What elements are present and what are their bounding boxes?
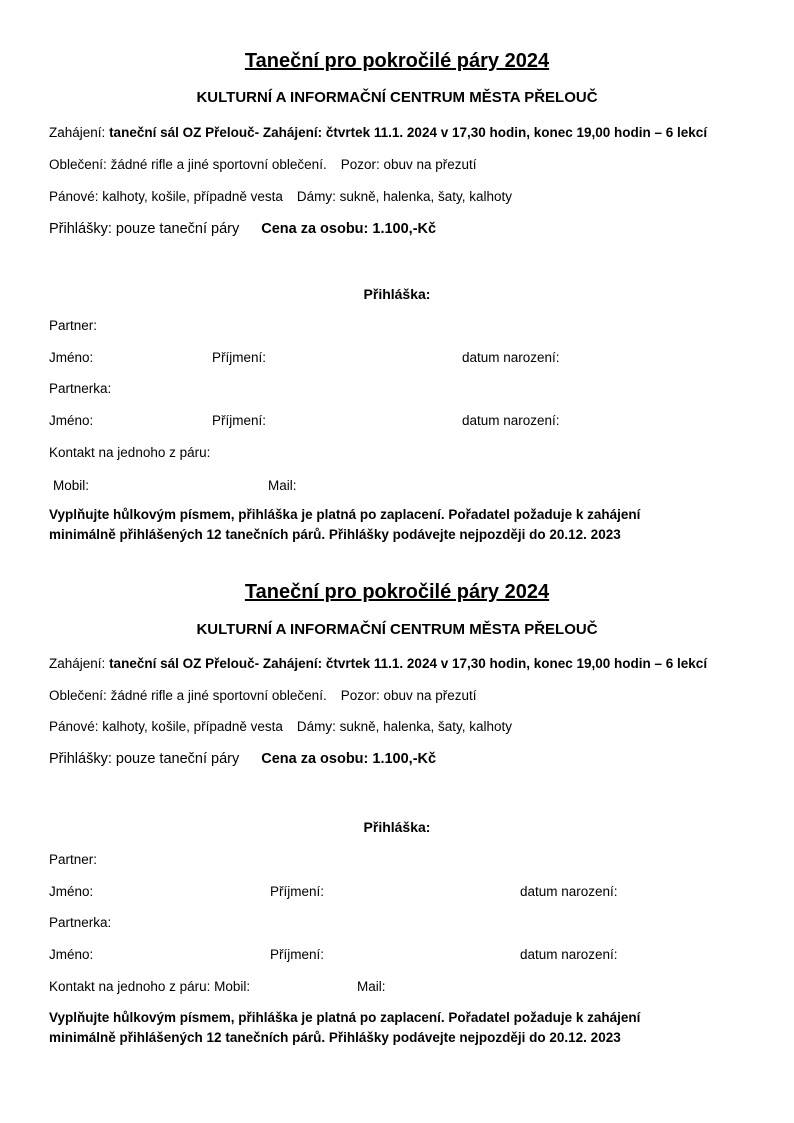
partner2-surname-label: Příjmení: — [270, 947, 325, 962]
shoes-note: Pozor: obuv na přezutí — [340, 157, 477, 172]
partner-label: Partner: — [49, 852, 98, 867]
men-attire: Pánové: kalhoty, košile, případně vesta — [49, 719, 283, 734]
attire-line — [49, 719, 512, 734]
women-attire: Dámy: sukně, halenka, šaty, kalhoty — [296, 189, 512, 204]
price-text: Cena za osobu: 1.100,-Kč — [261, 751, 437, 767]
note-line-2: minimálně přihlášených 12 tanečních párů. Přihlášky podávejte nejpozději do 20.12. 2023 — [49, 527, 621, 542]
shoes-note: Pozor: obuv na přezutí — [340, 688, 477, 703]
start-label: Zahájení: — [49, 656, 106, 671]
registration-note — [49, 505, 640, 545]
signup-line — [49, 221, 436, 237]
men-attire: Pánové: kalhoty, košile, případně vesta — [49, 189, 283, 204]
partner2-first-name-label: Jméno: — [49, 413, 94, 428]
start-line — [49, 656, 707, 671]
dress-label: Oblečení: — [49, 688, 107, 703]
mail-label: Mail: — [268, 478, 297, 493]
contact-label: Kontakt na jednoho z páru: — [49, 445, 211, 460]
organizer-heading: KULTURNÍ A INFORMAČNÍ CENTRUM MĚSTA PŘELOUČ — [196, 89, 598, 106]
partner-first-name-label: Jméno: — [49, 350, 94, 365]
partner2-surname-label: Příjmení: — [212, 413, 267, 428]
partner-label: Partner: — [49, 318, 98, 333]
start-value: taneční sál OZ Přelouč- Zahájení: čtvrtek 11.1. 2024 v 17,30 hodin, konec 19,00 hodin – 6 lekcí — [109, 656, 708, 671]
note-line-1: Vyplňujte hůlkovým písmem, přihláška je platná po zaplacení. Pořadatel požaduje k zahájení — [49, 1010, 641, 1025]
partner2-label: Partnerka: — [49, 381, 112, 396]
dress-label: Oblečení: — [49, 157, 107, 172]
mobile-label: Mobil: — [53, 478, 90, 493]
partner-surname-label: Příjmení: — [270, 884, 325, 899]
dress-line — [49, 688, 477, 703]
organizer-heading: KULTURNÍ A INFORMAČNÍ CENTRUM MĚSTA PŘELOUČ — [196, 621, 598, 638]
attire-line — [49, 189, 512, 204]
course-title: Taneční pro pokročilé páry 2024 — [244, 581, 550, 603]
partner2-birth-label: datum narození: — [520, 947, 618, 962]
note-line-1: Vyplňujte hůlkovým písmem, přihláška je platná po zaplacení. Pořadatel požaduje k zahájení — [49, 507, 641, 522]
price-text: Cena za osobu: 1.100,-Kč — [261, 221, 437, 237]
course-title: Taneční pro pokročilé páry 2024 — [244, 50, 550, 72]
start-value: taneční sál OZ Přelouč- Zahájení: čtvrtek 11.1. 2024 v 17,30 hodin, konec 19,00 hodin – 6 lekcí — [109, 125, 708, 140]
form-heading: Přihláška: — [363, 286, 431, 302]
partner2-label: Partnerka: — [49, 915, 112, 930]
signup-text: Přihlášky: pouze taneční páry — [49, 221, 240, 237]
registration-note — [49, 1008, 640, 1048]
start-line — [49, 125, 707, 140]
dress-line — [49, 157, 477, 172]
women-attire: Dámy: sukně, halenka, šaty, kalhoty — [296, 719, 512, 734]
partner-surname-label: Příjmení: — [212, 350, 267, 365]
signup-line — [49, 751, 436, 767]
dress-value: žádné rifle a jiné sportovní oblečení. — [110, 688, 327, 703]
form-heading: Přihláška: — [363, 819, 431, 835]
contact-mobile-label: Kontakt na jednoho z páru: Mobil: — [49, 979, 251, 994]
signup-text: Přihlášky: pouze taneční páry — [49, 751, 240, 767]
start-label: Zahájení: — [49, 125, 106, 140]
partner2-birth-label: datum narození: — [462, 413, 560, 428]
dress-value: žádné rifle a jiné sportovní oblečení. — [110, 157, 327, 172]
partner2-first-name-label: Jméno: — [49, 947, 94, 962]
mail-label: Mail: — [357, 979, 386, 994]
partner-first-name-label: Jméno: — [49, 884, 94, 899]
partner-birth-label: datum narození: — [462, 350, 560, 365]
partner-birth-label: datum narození: — [520, 884, 618, 899]
note-line-2: minimálně přihlášených 12 tanečních párů. Přihlášky podávejte nejpozději do 20.12. 2023 — [49, 1030, 621, 1045]
